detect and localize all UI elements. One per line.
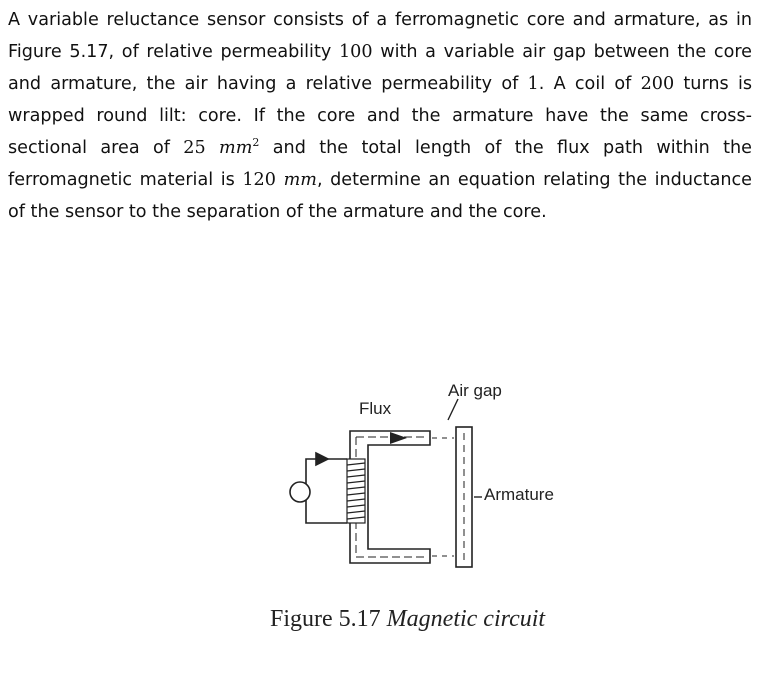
air-gap-label: Air gap: [448, 381, 502, 400]
area-unit: mm: [219, 138, 253, 158]
problem-text-part-1: A variable reluctance sensor consists of a ferromagnetic core and armature, as in Figure 5.17, of relative permeability: [8, 10, 752, 62]
air-gap: [432, 399, 458, 556]
flux-label: Flux: [359, 399, 392, 418]
area-value: 25: [183, 138, 206, 158]
air-gap-pointer: [448, 399, 458, 420]
problem-statement: [8, 4, 752, 228]
coil-leads: [306, 453, 347, 523]
sensor-terminal-icon: [290, 482, 310, 502]
problem-text-part-6: , determine an equation relating the inductance of the sensor to the separation of the armature and the core.: [8, 170, 752, 222]
problem-text-part-4: turns is wrapped round lilt: core. If the core and the armature have the same cross-sectional area of: [8, 74, 753, 158]
caption-title: Magnetic circuit: [386, 606, 546, 632]
area-expression: [183, 138, 259, 158]
armature: [456, 427, 472, 567]
armature-label: Armature: [484, 485, 554, 504]
lead-lower: [306, 499, 347, 523]
lead-arrow-icon: [316, 453, 328, 465]
problem-text-part-5: and the total length of the flux path within the ferromagnetic material is: [8, 138, 752, 190]
coil-winding: [347, 459, 365, 523]
problem-text-part-2: with a variable air gap between the core and armature, the air having a relative permeability of: [8, 42, 753, 94]
caption-number: Figure 5.17: [270, 606, 381, 632]
lead-upper: [306, 459, 347, 485]
area-exponent: 2: [252, 136, 260, 150]
air-permeability-value: 1: [527, 74, 539, 94]
length-unit: mm: [283, 170, 317, 190]
flux-arrow-icon: [390, 432, 407, 444]
length-expression: [242, 170, 317, 190]
figure-caption: [270, 600, 570, 638]
coil-body: [347, 459, 365, 523]
core-permeability-value: 100: [338, 42, 373, 62]
magnetic-circuit-figure: [270, 375, 590, 595]
coil-turns-value: 200: [640, 74, 675, 94]
problem-text-part-3: . A coil of: [538, 74, 641, 94]
length-value: 120: [242, 170, 276, 190]
